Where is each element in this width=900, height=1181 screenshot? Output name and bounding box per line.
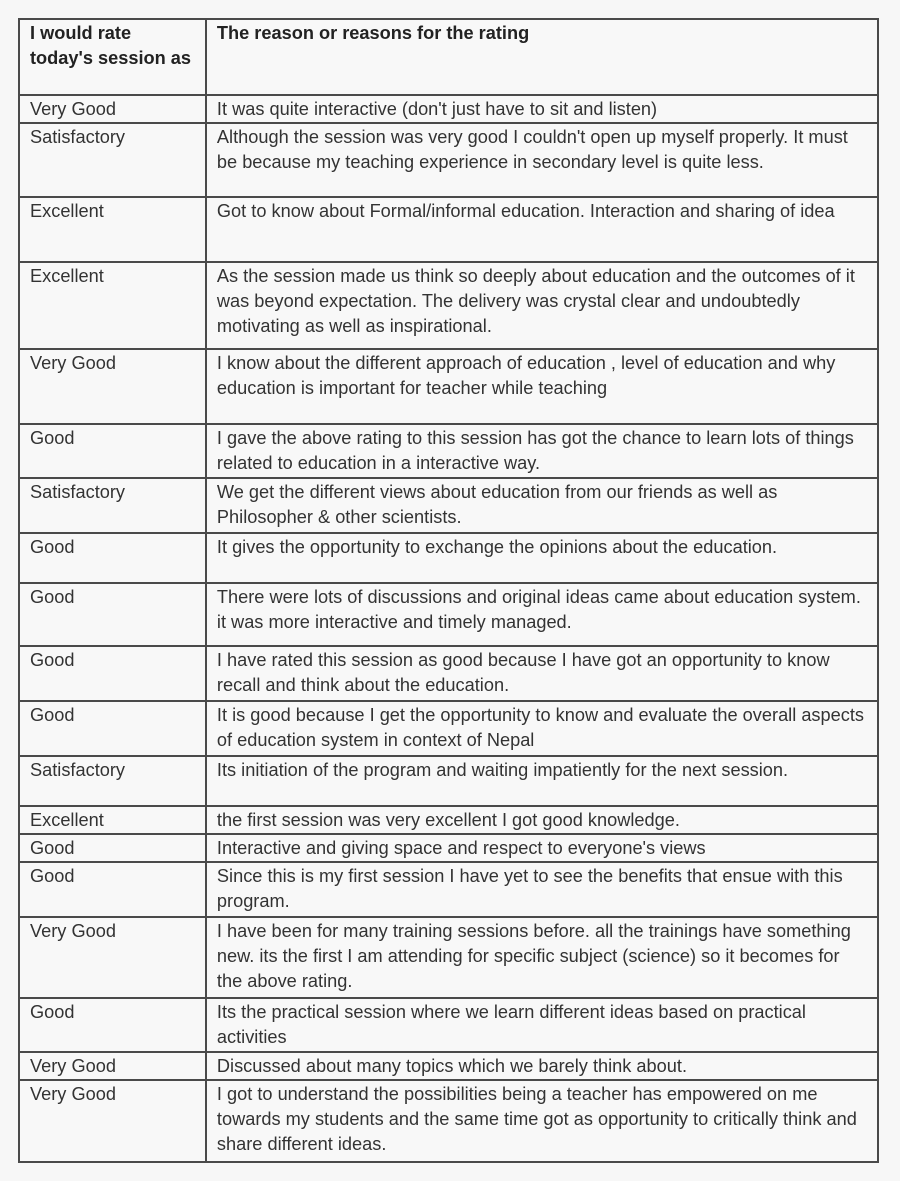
reason-cell: I gave the above rating to this session has got the chance to learn lots of things related to education in a interactive way. [206, 424, 878, 478]
reason-cell: I have been for many training sessions before. all the trainings have something new. its the first I am attending for specific subject (science) so it becomes for the above rating. [206, 917, 878, 998]
rating-cell: Excellent [19, 197, 206, 262]
rating-cell: Good [19, 424, 206, 478]
header-reason: The reason or reasons for the rating [206, 19, 878, 95]
table-row [19, 701, 878, 756]
table-row [19, 862, 878, 917]
table-row [19, 806, 878, 834]
rating-cell: Good [19, 646, 206, 701]
rating-cell: Excellent [19, 806, 206, 834]
feedback-table [18, 18, 879, 1163]
table-body [19, 95, 878, 1162]
rating-cell: Good [19, 834, 206, 862]
table-row [19, 998, 878, 1052]
table-row [19, 262, 878, 349]
rating-cell: Very Good [19, 917, 206, 998]
table-row [19, 583, 878, 646]
rating-cell: Good [19, 998, 206, 1052]
reason-cell: Since this is my first session I have yet to see the benefits that ensue with this program. [206, 862, 878, 917]
rating-cell: Satisfactory [19, 123, 206, 197]
table-row [19, 424, 878, 478]
reason-cell: As the session made us think so deeply about education and the outcomes of it was beyond expectation. The delivery was crystal clear and undoubtedly motivating as well as inspirational. [206, 262, 878, 349]
reason-cell: I have rated this session as good because I have got an opportunity to know recall and think about the education. [206, 646, 878, 701]
table-row [19, 197, 878, 262]
rating-cell: Very Good [19, 95, 206, 123]
reason-cell: Discussed about many topics which we barely think about. [206, 1052, 878, 1080]
reason-cell: It is good because I get the opportunity to know and evaluate the overall aspects of education system in context of Nepal [206, 701, 878, 756]
rating-cell: Good [19, 533, 206, 583]
reason-cell: Got to know about Formal/informal education. Interaction and sharing of idea [206, 197, 878, 262]
table-row [19, 95, 878, 123]
reason-cell: There were lots of discussions and original ideas came about education system. it was more interactive and timely managed. [206, 583, 878, 646]
rating-cell: Good [19, 583, 206, 646]
table-row [19, 834, 878, 862]
reason-cell: It was quite interactive (don't just have to sit and listen) [206, 95, 878, 123]
rating-cell: Good [19, 701, 206, 756]
rating-cell: Good [19, 862, 206, 917]
reason-cell: Its the practical session where we learn different ideas based on practical activities [206, 998, 878, 1052]
reason-cell: I know about the different approach of education , level of education and why education is important for teacher while teaching [206, 349, 878, 424]
reason-cell: I got to understand the possibilities being a teacher has empowered on me towards my students and the same time got as opportunity to critically think and share different ideas. [206, 1080, 878, 1162]
table-row [19, 756, 878, 806]
rating-cell: Satisfactory [19, 478, 206, 533]
reason-cell: It gives the opportunity to exchange the opinions about the education. [206, 533, 878, 583]
table-row [19, 646, 878, 701]
table-row [19, 349, 878, 424]
rating-cell: Satisfactory [19, 756, 206, 806]
reason-cell: Although the session was very good I couldn't open up myself properly. It must be because my teaching experience in secondary level is quite less. [206, 123, 878, 197]
rating-cell: Very Good [19, 349, 206, 424]
reason-cell: We get the different views about education from our friends as well as Philosopher & other scientists. [206, 478, 878, 533]
rating-cell: Excellent [19, 262, 206, 349]
reason-cell: the first session was very excellent I got good knowledge. [206, 806, 878, 834]
table-header-row [19, 19, 878, 95]
reason-cell: Its initiation of the program and waiting impatiently for the next session. [206, 756, 878, 806]
reason-cell: Interactive and giving space and respect to everyone's views [206, 834, 878, 862]
table-row [19, 1052, 878, 1080]
table-row [19, 478, 878, 533]
header-rating: I would rate today's session as [19, 19, 206, 95]
table-row [19, 533, 878, 583]
rating-cell: Very Good [19, 1052, 206, 1080]
table-row [19, 1080, 878, 1162]
table-row [19, 123, 878, 197]
rating-cell: Very Good [19, 1080, 206, 1162]
table-row [19, 917, 878, 998]
